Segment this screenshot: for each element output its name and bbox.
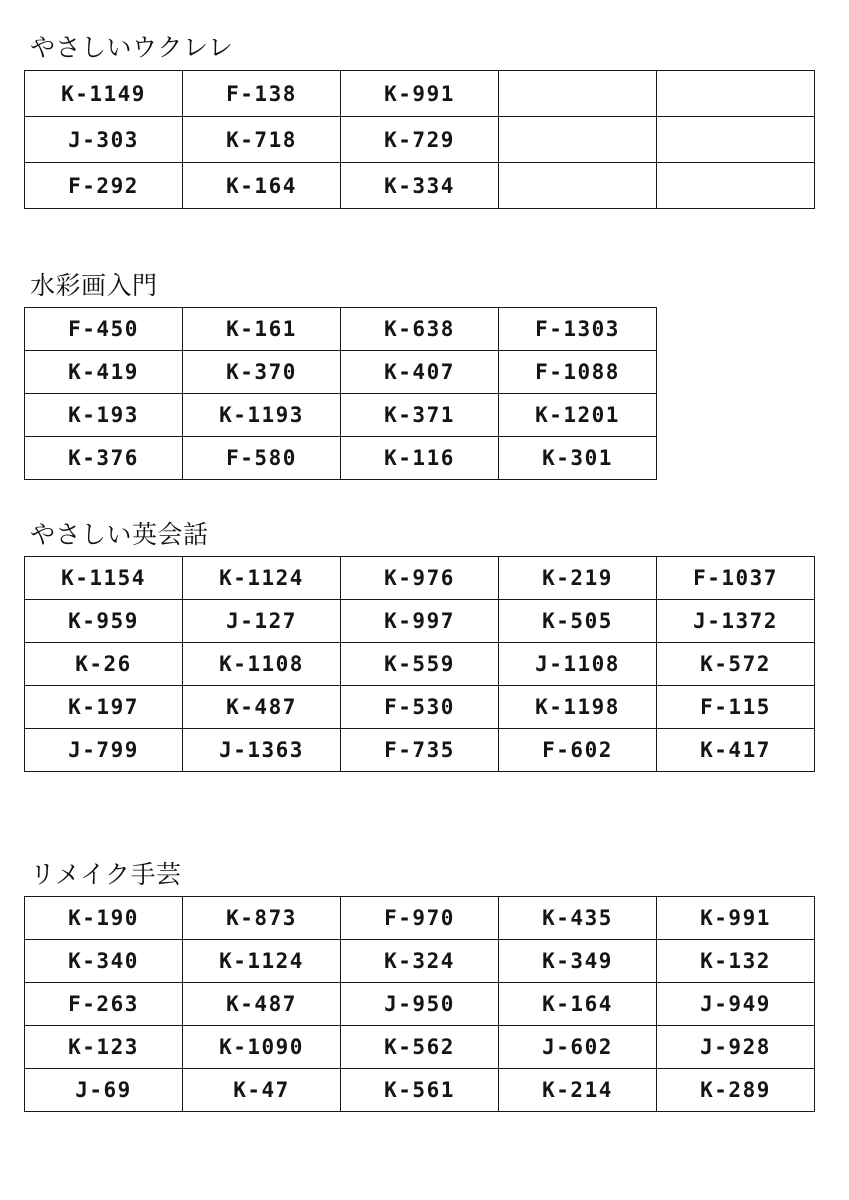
- table-cell: K-132: [657, 940, 815, 983]
- code-table-ukulele: [24, 70, 815, 209]
- table-cell: K-1154: [25, 557, 183, 600]
- table-row: [25, 308, 657, 351]
- table-cell: K-324: [341, 940, 499, 983]
- table-cell: J-1372: [657, 600, 815, 643]
- section-title-ukulele: やさしいウクレレ: [30, 33, 234, 62]
- table-cell: K-193: [25, 394, 183, 437]
- table-row: [25, 1026, 815, 1069]
- table-cell: K-123: [25, 1026, 183, 1069]
- table-cell: K-197: [25, 686, 183, 729]
- table-cell: K-161: [183, 308, 341, 351]
- table-cell: K-729: [341, 117, 499, 163]
- table-cell: F-530: [341, 686, 499, 729]
- table-cell: K-1090: [183, 1026, 341, 1069]
- table-cell: J-928: [657, 1026, 815, 1069]
- table-cell: K-487: [183, 983, 341, 1026]
- table-cell: [657, 163, 815, 209]
- table-cell: K-976: [341, 557, 499, 600]
- table-cell: F-138: [183, 71, 341, 117]
- table-cell: K-289: [657, 1069, 815, 1112]
- table-row: [25, 117, 815, 163]
- table-cell: [657, 71, 815, 117]
- table-row: [25, 643, 815, 686]
- table-cell: J-799: [25, 729, 183, 772]
- table-cell: K-1124: [183, 557, 341, 600]
- table-cell: K-301: [499, 437, 657, 480]
- code-table-remake-crafts: [24, 896, 815, 1112]
- table-cell: [499, 71, 657, 117]
- table-cell: F-263: [25, 983, 183, 1026]
- table-cell: K-26: [25, 643, 183, 686]
- table-cell: K-334: [341, 163, 499, 209]
- table-cell: K-340: [25, 940, 183, 983]
- table-cell: K-417: [657, 729, 815, 772]
- table-row: [25, 394, 657, 437]
- table-cell: K-214: [499, 1069, 657, 1112]
- table-cell: K-370: [183, 351, 341, 394]
- table-cell: [499, 117, 657, 163]
- section-title-remake-crafts: リメイク手芸: [30, 860, 182, 889]
- table-cell: K-991: [341, 71, 499, 117]
- table-cell: K-435: [499, 897, 657, 940]
- table-cell: K-116: [341, 437, 499, 480]
- table-cell: K-959: [25, 600, 183, 643]
- table-row: [25, 1069, 815, 1112]
- table-cell: F-1037: [657, 557, 815, 600]
- table-cell: K-991: [657, 897, 815, 940]
- table-cell: J-602: [499, 1026, 657, 1069]
- table-row: [25, 437, 657, 480]
- table-cell: F-1303: [499, 308, 657, 351]
- table-cell: F-602: [499, 729, 657, 772]
- table-cell: K-219: [499, 557, 657, 600]
- table-cell: K-718: [183, 117, 341, 163]
- table-cell: K-505: [499, 600, 657, 643]
- table-cell: [657, 117, 815, 163]
- table-row: [25, 940, 815, 983]
- section-title-watercolor: 水彩画入門: [30, 271, 158, 300]
- table-cell: K-1124: [183, 940, 341, 983]
- table-cell: K-638: [341, 308, 499, 351]
- table-cell: J-1108: [499, 643, 657, 686]
- table-cell: F-115: [657, 686, 815, 729]
- table-row: [25, 600, 815, 643]
- table-row: [25, 71, 815, 117]
- table-cell: F-580: [183, 437, 341, 480]
- table-cell: K-572: [657, 643, 815, 686]
- table-cell: J-1363: [183, 729, 341, 772]
- table-cell: F-292: [25, 163, 183, 209]
- table-cell: K-164: [183, 163, 341, 209]
- table-cell: F-450: [25, 308, 183, 351]
- table-cell: K-561: [341, 1069, 499, 1112]
- table-cell: K-562: [341, 1026, 499, 1069]
- table-row: [25, 983, 815, 1026]
- table-cell: K-419: [25, 351, 183, 394]
- table-cell: J-303: [25, 117, 183, 163]
- table-row: [25, 351, 657, 394]
- table-cell: K-371: [341, 394, 499, 437]
- table-cell: J-69: [25, 1069, 183, 1112]
- table-cell: K-1108: [183, 643, 341, 686]
- table-cell: K-164: [499, 983, 657, 1026]
- code-table-english-conversation: [24, 556, 815, 772]
- table-cell: [499, 163, 657, 209]
- table-cell: F-735: [341, 729, 499, 772]
- table-cell: F-1088: [499, 351, 657, 394]
- table-cell: K-47: [183, 1069, 341, 1112]
- table-cell: K-873: [183, 897, 341, 940]
- section-title-english-conversation: やさしい英会話: [30, 520, 209, 549]
- table-cell: K-349: [499, 940, 657, 983]
- table-cell: K-1201: [499, 394, 657, 437]
- table-cell: J-950: [341, 983, 499, 1026]
- table-cell: K-997: [341, 600, 499, 643]
- table-row: [25, 163, 815, 209]
- table-row: [25, 686, 815, 729]
- table-cell: K-1149: [25, 71, 183, 117]
- table-cell: K-407: [341, 351, 499, 394]
- table-row: [25, 729, 815, 772]
- table-cell: K-376: [25, 437, 183, 480]
- table-row: [25, 897, 815, 940]
- table-cell: K-559: [341, 643, 499, 686]
- table-cell: K-1193: [183, 394, 341, 437]
- table-cell: K-487: [183, 686, 341, 729]
- table-cell: F-970: [341, 897, 499, 940]
- table-cell: J-127: [183, 600, 341, 643]
- table-cell: K-190: [25, 897, 183, 940]
- code-table-watercolor: [24, 307, 657, 480]
- table-cell: J-949: [657, 983, 815, 1026]
- table-row: [25, 557, 815, 600]
- table-cell: K-1198: [499, 686, 657, 729]
